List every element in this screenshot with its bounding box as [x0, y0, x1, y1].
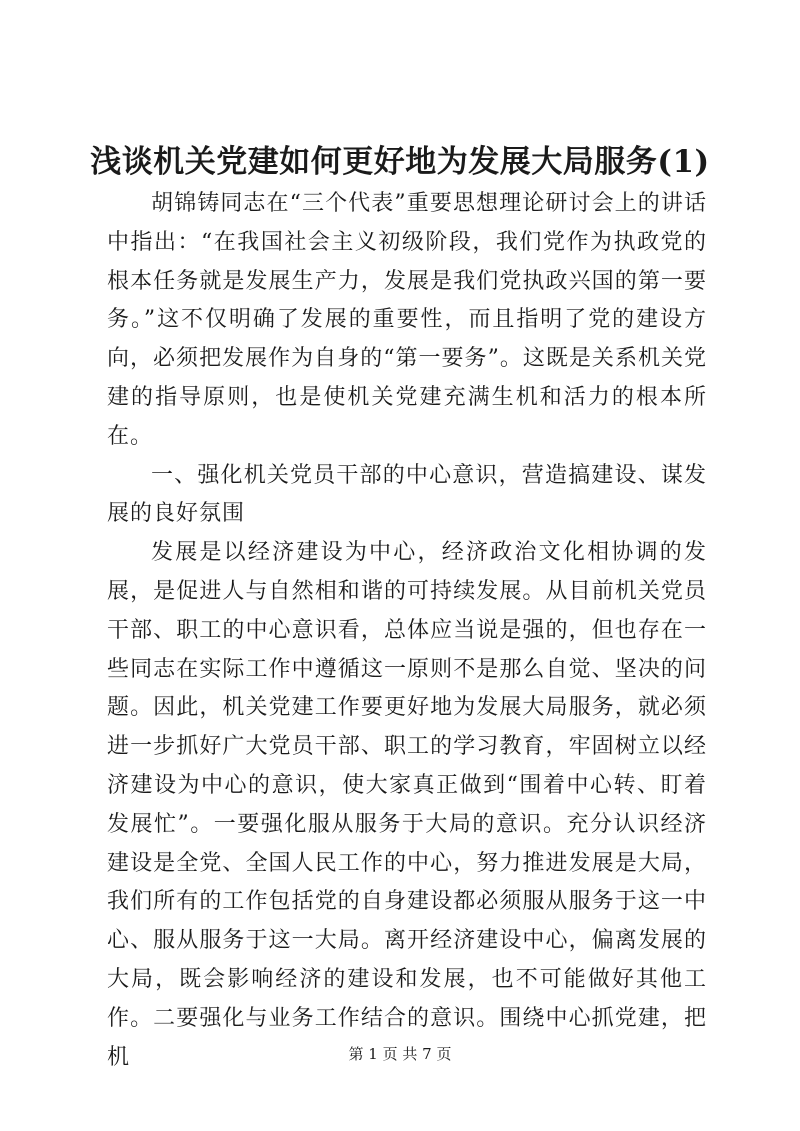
- document-body: [107, 185, 707, 1077]
- document-title: 浅谈机关党建如何更好地为发展大局服务(1): [90, 144, 710, 180]
- paragraph-intro: 胡锦铸同志在“三个代表”重要思想理论研讨会上的讲话中指出：“在我国社会主义初级阶段，我们党作为执政党的根本任务就是发展生产力，发展是我们党执政兴国的第一要务。”这不仅明确了发展的重要性，而且指明了党的建设方向，必须把发展作为自身的“第一要务”。这既是关系机关党建的指导原则，也是使机关党建充满生机和活力的根本所在。: [107, 191, 707, 449]
- section-heading-1: 一、强化机关党员干部的中心意识，营造搞建设、谋发展的良好氛围: [107, 462, 707, 527]
- paragraph-section-1: 发展是以经济建设为中心，经济政治文化相协调的发展，是促进人与自然相和谐的可持续发展。从目前机关党员干部、职工的中心意识看，总体应当说是强的，但也存在一些同志在实际工作中遵循这一原则不是那么自觉、坚决的问题。因此，机关党建工作要更好地为发展大局服务，就必须进一步抓好广大党员干部、职工的学习教育，牢固树立以经济建设为中心的意识，使大家真正做到“围着中心转、盯着发展忙”。一要强化服从服务于大局的意识。充分认识经济建设是全党、全国人民工作的中心，努力推进发展是大局，我们所有的工作包括党的自身建设都必须服从服务于这一中心、服从服务于这一大局。离开经济建设中心，偏离发展的大局，既会影响经济的建设和发展，也不可能做好其他工作。二要强化与业务工作结合的意识。围绕中心抓党建，把机: [107, 540, 707, 1070]
- page-number-footer: 第 1 页 共 7 页: [348, 1045, 452, 1063]
